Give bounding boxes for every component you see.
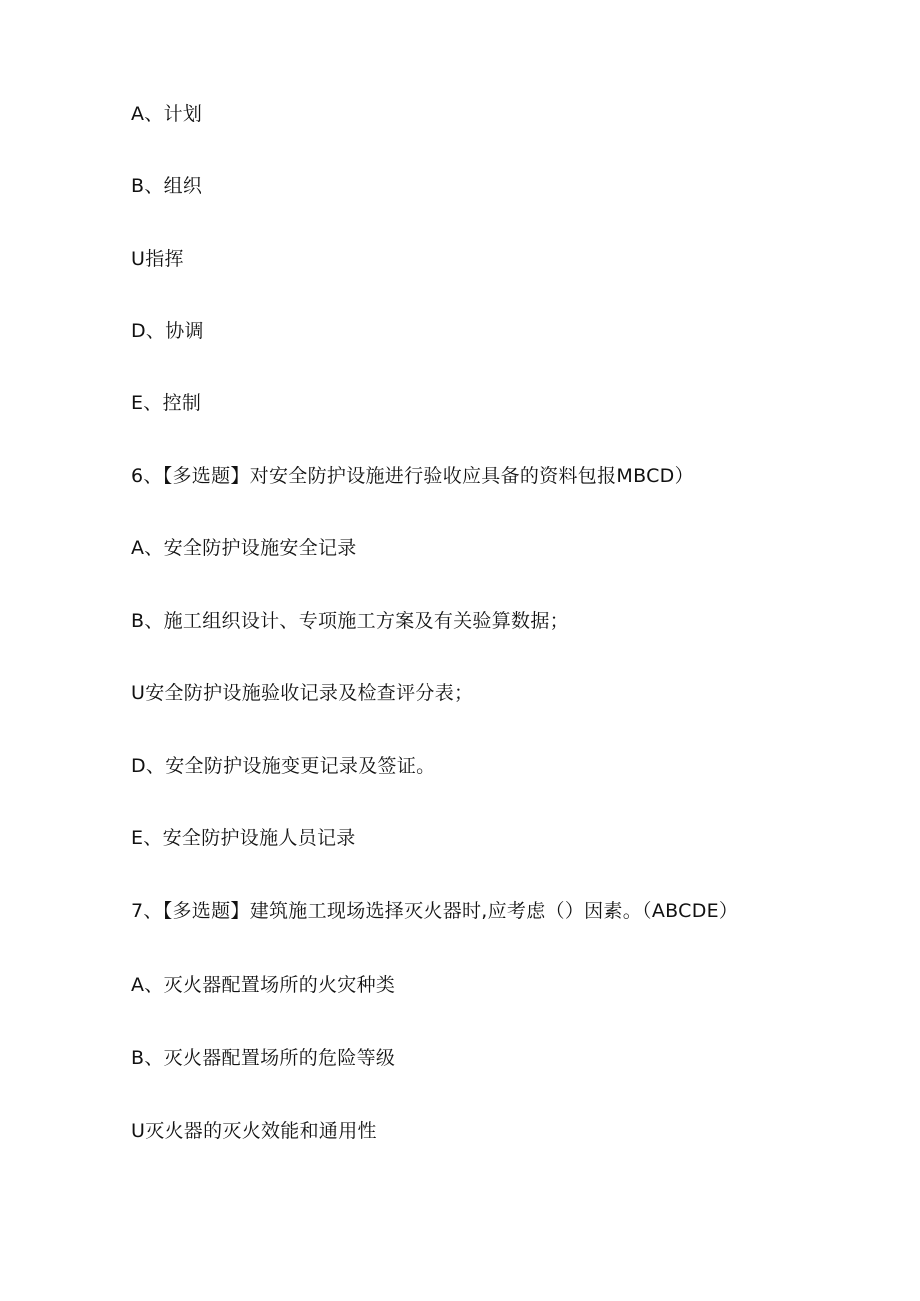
q7-option-c: U灭火器的灭火效能和通用性 <box>131 1120 377 1142</box>
option-a-plan: A、计划 <box>131 103 203 125</box>
q7-option-a: A、灭火器配置场所的火灾种类 <box>131 974 396 996</box>
question-7: 7、【多选题】建筑施工现场选择灭火器时,应考虑（）因素。（ABCDE） <box>131 900 739 922</box>
option-e-control: E、控制 <box>131 392 202 414</box>
q7-option-b: B、灭火器配置场所的危险等级 <box>131 1047 396 1069</box>
q6-option-b: B、施工组织设计、专项施工方案及有关验算数据； <box>131 610 569 632</box>
q6-option-d: D、安全防护设施变更记录及签证。 <box>131 755 436 777</box>
option-b-organize: B、组织 <box>131 175 203 197</box>
option-c-command: U指挥 <box>131 248 184 270</box>
option-d-coordinate: D、协调 <box>131 320 204 342</box>
question-6: 6、【多选题】对安全防护设施进行验收应具备的资料包报MBCD） <box>131 465 694 487</box>
q6-option-c: U安全防护设施验收记录及检查评分表； <box>131 682 474 704</box>
q6-option-a: A、安全防护设施安全记录 <box>131 537 357 559</box>
q6-option-e: E、安全防护设施人员记录 <box>131 827 356 849</box>
